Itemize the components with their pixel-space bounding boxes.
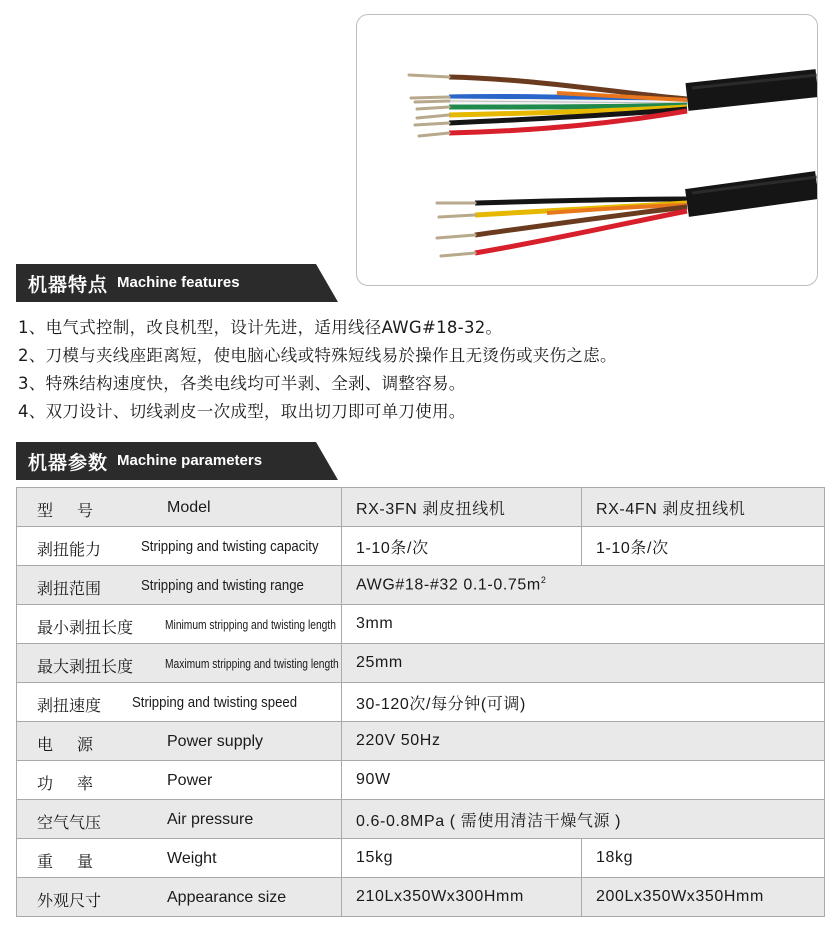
table-row: [17, 527, 825, 566]
row-label-en: Power: [167, 772, 213, 789]
feature-item-4: 4、双刀设计、切线剥皮一次成型，取出切刀即可单刀使用。: [18, 402, 466, 421]
row-label-zh: 空气气压: [37, 813, 102, 832]
row-label-en: Stripping and twisting speed: [132, 694, 298, 711]
table-row: [17, 488, 825, 527]
table-row: [17, 800, 825, 839]
row-value-2: 200Lx350Wx350Hmm: [582, 878, 825, 917]
row-label-zh: 最大剥扭长度: [37, 657, 134, 676]
row-label-zh: 剥扭能力: [37, 540, 102, 559]
features-title-en: Machine features: [117, 274, 240, 291]
row-value-2: RX-4FN 剥皮扭线机: [582, 488, 825, 527]
row-value-1: RX-3FN 剥皮扭线机: [342, 488, 582, 527]
row-label-en: Stripping and twisting range: [141, 577, 304, 594]
params-title-zh: 机器参数: [28, 452, 109, 474]
row-value-1: 3mm: [342, 605, 825, 644]
row-label-en: Power supply: [167, 733, 264, 750]
params-title-en: Machine parameters: [117, 452, 263, 469]
table-row: [17, 722, 825, 761]
row-value-1: AWG#18-#32 $0.1-0.75m^2$: [342, 566, 825, 605]
row-label-zh: 重量: [37, 852, 118, 871]
product-photo: [356, 14, 818, 286]
row-label-en: Weight: [167, 850, 217, 867]
row-value-1: 1-10条/次: [342, 527, 582, 566]
row-value-1: 0.6-0.8MPa ( 需使用清洁干燥气源 ): [342, 800, 825, 839]
row-label-zh: 剥扭速度: [37, 696, 102, 715]
superscript: 2: [540, 575, 547, 586]
row-label-zh: 电源: [37, 735, 118, 754]
params-header: [16, 442, 338, 480]
row-value-2: 18kg: [582, 839, 825, 878]
features-title-zh: 机器特点: [28, 274, 109, 296]
table-row: [17, 839, 825, 878]
row-value-1: 15kg: [342, 839, 582, 878]
table-row: [17, 644, 825, 683]
row-label-en: Maximum stripping and twisting length: [165, 657, 339, 671]
table-row: [17, 878, 825, 917]
row-value-2: 1-10条/次: [582, 527, 825, 566]
row-label-zh: 型号: [37, 501, 118, 520]
table-row: [17, 683, 825, 722]
row-label-zh: 最小剥扭长度: [37, 618, 134, 637]
features-list: [18, 314, 818, 426]
features-header: [16, 264, 338, 302]
row-label-en: Stripping and twisting capacity: [141, 538, 319, 555]
row-label-en: Model: [167, 499, 211, 516]
table-row: [17, 566, 825, 605]
row-label-en: Minimum stripping and twisting length: [165, 618, 336, 632]
row-label-en: Appearance size: [167, 889, 287, 906]
row-label-zh: 外观尺寸: [37, 891, 102, 910]
feature-item-3: 3、特殊结构速度快，各类电线均可半剥、全剥、调整容易。: [18, 374, 466, 393]
row-value-1: 220V 50Hz: [342, 722, 825, 761]
row-value-1: 210Lx350Wx300Hmm: [342, 878, 582, 917]
row-value-1: 25mm: [342, 644, 825, 683]
feature-item-2: 2、刀模与夹线座距离短，使电脑心线或特殊短线易於操作且无烫伤或夹伤之虑。: [18, 346, 617, 365]
row-value-1: 90W: [342, 761, 825, 800]
params-table: [16, 487, 825, 917]
row-label-en: Air pressure: [167, 811, 254, 828]
row-label-zh: 剥扭范围: [37, 579, 102, 598]
row-label-zh: 功率: [37, 774, 118, 793]
table-row: [17, 605, 825, 644]
table-row: [17, 761, 825, 800]
row-value-1: 30-120次/每分钟(可调): [342, 683, 825, 722]
cable-illustration: [357, 15, 817, 285]
feature-item-1: 1、电气式控制，改良机型，设计先进，适用线径AWG#18-32。: [18, 318, 503, 337]
